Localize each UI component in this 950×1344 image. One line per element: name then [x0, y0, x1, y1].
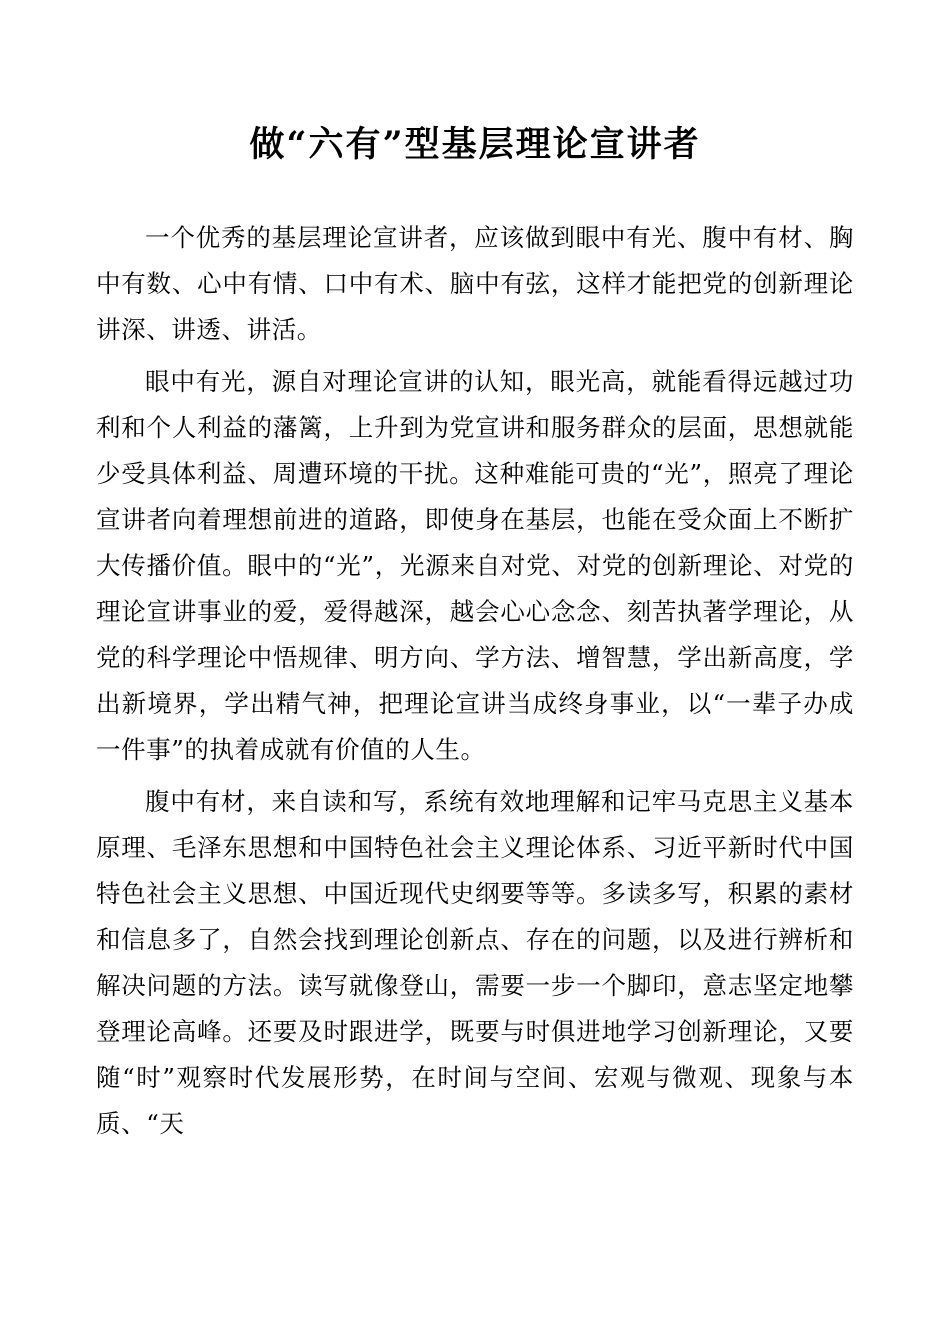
body-paragraph-1: 一个优秀的基层理论宣讲者，应该做到眼中有光、腹中有材、胸中有数、心中有情、口中有术、脑中有弦，这样才能把党的创新理论讲深、讲透、讲活。	[96, 223, 854, 344]
body-paragraph-2: 眼中有光，源自对理论宣讲的认知，眼光高，就能看得远越过功利和个人利益的藩篱，上升到为党宣讲和服务群众的层面，思想就能少受具体利益、周遭环境的干扰。这种难能可贵的“光”，照亮了理论宣讲者向着理想前进的道路，即使身在基层，也能在受众面上不断扩大传播价值。眼中的“光”，光源来自对党、对党的创新理论、对党的理论宣讲事业的爱，爱得越深，越会心心念念、刻苦执著学理论，从党的科学理论中悟规律、明方向、学方法、增智慧，学出新高度，学出新境界，学出精气神，把理论宣讲当成终身事业，以“一辈子办成一件事”的执着成就有价值的人生。	[96, 367, 854, 764]
page-title: 做“六有”型基层理论宣讲者	[249, 124, 701, 165]
body-paragraph-3: 腹中有材，来自读和写，系统有效地理解和记牢马克思主义基本原理、毛泽东思想和中国特色社会主义理论体系、习近平新时代中国特色社会主义思想、中国近现代史纲要等等。多读多写，积累的素材和信息多了，自然会找到理论创新点、存在的问题，以及进行辨析和解决问题的方法。读写就像登山，需要一步一个脚印，意志坚定地攀登理论高峰。还要及时跟进学，既要与时俱进地学习创新理论，又要随“时”观察时代发展形势，在时间与空间、宏观与微观、现象与本质、“天	[96, 787, 854, 1138]
